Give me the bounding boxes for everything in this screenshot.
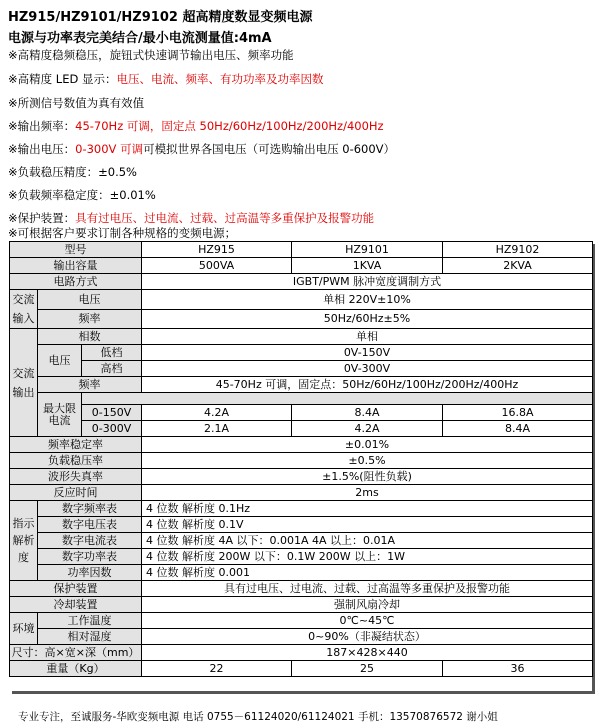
distortion-value: ±1.5%(阻性负载) bbox=[142, 469, 593, 485]
current-spacer bbox=[82, 393, 593, 405]
table-row bbox=[10, 629, 593, 645]
table-row bbox=[10, 613, 593, 629]
distortion-label: 波形失真率 bbox=[10, 469, 142, 485]
low-range-label: 低档 bbox=[82, 345, 142, 361]
feature-note: 可模拟世界各国电压（可选购输出电压 0-600V） bbox=[143, 142, 396, 156]
feature-knob-adjust: ※高精度稳频稳压，旋钮式快速调节输出电压、频率功能 bbox=[8, 48, 294, 62]
freq-stability-value: ±0.01% bbox=[142, 437, 593, 453]
table-row bbox=[10, 645, 593, 661]
table-row bbox=[10, 485, 593, 501]
phase-label: 相数 bbox=[38, 329, 142, 345]
weight-cell: 22 bbox=[142, 661, 292, 677]
table-row bbox=[10, 361, 593, 377]
table-row bbox=[10, 597, 593, 613]
freq-meter-value: 4 位数 解析度 0.1Hz bbox=[142, 501, 593, 517]
feature-label: ※高精度 LED 显示： bbox=[8, 72, 117, 86]
work-temp-value: 0℃~45℃ bbox=[142, 613, 593, 629]
protection-label: 保护装置 bbox=[10, 581, 142, 597]
feature-highlight: 电压、电流、频率、有功功率及功率因数 bbox=[116, 72, 324, 86]
feature-label: ※输出频率： bbox=[8, 119, 76, 133]
load-regulation-label: 负载稳压率 bbox=[10, 453, 142, 469]
size-label: 尺寸：高×宽×深（mm） bbox=[10, 645, 142, 661]
table-row bbox=[10, 274, 593, 290]
spec-table bbox=[9, 241, 593, 677]
phase-value: 单相 bbox=[142, 329, 593, 345]
table-row bbox=[10, 533, 593, 549]
table-row bbox=[10, 517, 593, 533]
input-voltage-label: 电压 bbox=[38, 290, 142, 310]
pf-label: 功率因数 bbox=[38, 565, 142, 581]
range-0-300-label: 0-300V bbox=[82, 421, 142, 437]
feature-highlight: 45-70Hz 可调，固定点 50Hz/60Hz/100Hz/200Hz/400Hz bbox=[75, 119, 384, 133]
current-cell: 8.4A bbox=[443, 421, 593, 437]
volt-meter-label: 数字电压表 bbox=[38, 517, 142, 533]
capacity-label: 输出容量 bbox=[10, 258, 142, 274]
load-regulation-value: ±0.5% bbox=[142, 453, 593, 469]
current-cell: 8.4A bbox=[292, 405, 443, 421]
table-row bbox=[10, 393, 593, 405]
current-cell: 2.1A bbox=[142, 421, 292, 437]
table-row bbox=[10, 565, 593, 581]
feature-customization: ※可根据客户要求订制各种规格的变频电源； bbox=[8, 226, 237, 240]
table-row bbox=[10, 258, 593, 274]
table-row bbox=[10, 661, 593, 677]
current-cell: 4.2A bbox=[292, 421, 443, 437]
table-shadow-bottom bbox=[12, 691, 595, 694]
freq-meter-label: 数字频率表 bbox=[38, 501, 142, 517]
capacity-cell: 500VA bbox=[142, 258, 292, 274]
weight-cell: 25 bbox=[292, 661, 443, 677]
output-frequency-label: 频率 bbox=[38, 377, 142, 393]
weight-label: 重量（Kg） bbox=[10, 661, 142, 677]
table-row bbox=[10, 549, 593, 565]
input-frequency-value: 50Hz/60Hz±5% bbox=[142, 309, 593, 329]
feature-label: ※保护装置： bbox=[8, 211, 76, 225]
table-row bbox=[10, 437, 593, 453]
circuit-label: 电路方式 bbox=[10, 274, 142, 290]
max-current-label: 最大限电流 bbox=[38, 393, 82, 437]
page-title: HZ915/HZ9101/HZ9102 超高精度数显变频电源 bbox=[8, 10, 313, 25]
env-label: 环境 bbox=[10, 613, 38, 645]
table-row bbox=[10, 421, 593, 437]
current-cell: 16.8A bbox=[443, 405, 593, 421]
output-frequency-value: 45-70Hz 可调，固定点：50Hz/60Hz/100Hz/200Hz/400Hz bbox=[142, 377, 593, 393]
table-row bbox=[10, 329, 593, 345]
output-voltage-label: 电压 bbox=[38, 345, 82, 377]
weight-cell: 36 bbox=[443, 661, 593, 677]
ac-input-label: 交流输入 bbox=[10, 290, 38, 329]
feature-protection bbox=[8, 211, 374, 225]
ac-output-label: 交流输出 bbox=[10, 329, 38, 437]
table-row bbox=[10, 290, 593, 310]
size-value: 187×428×440 bbox=[142, 645, 593, 661]
feature-highlight: 具有过电压、过电流、过载、过高温等多重保护及报警功能 bbox=[75, 211, 375, 225]
table-row bbox=[10, 405, 593, 421]
feature-label: ※输出电压： bbox=[8, 142, 76, 156]
humidity-value: 0~90%（非凝结状态） bbox=[142, 629, 593, 645]
freq-stability-label: 频率稳定率 bbox=[10, 437, 142, 453]
input-voltage-value: 单相 220V±10% bbox=[142, 290, 593, 310]
pf-value: 4 位数 解析度 0.001 bbox=[142, 565, 593, 581]
feature-frequency-stability: ※负载频率稳定度：±0.01% bbox=[8, 188, 156, 202]
feature-led-display bbox=[8, 72, 323, 86]
page-subtitle: 电源与功率表完美结合/最小电流测量值:4mA bbox=[8, 31, 272, 46]
current-meter-value: 4 位数 解析度 4A 以下：0.001A 4A 以上：0.01A bbox=[142, 533, 593, 549]
protection-value: 具有过电压、过电流、过载、过高温等多重保护及报警功能 bbox=[142, 581, 593, 597]
table-row bbox=[10, 377, 593, 393]
humidity-label: 相对湿度 bbox=[38, 629, 142, 645]
circuit-value: IGBT/PWM 脉冲宽度调制方式 bbox=[142, 274, 593, 290]
feature-highlight: 0-300V 可调 bbox=[75, 142, 144, 156]
work-temp-label: 工作温度 bbox=[38, 613, 142, 629]
input-frequency-label: 频率 bbox=[38, 309, 142, 329]
feature-true-rms: ※所测信号数值为真有效值 bbox=[8, 96, 145, 110]
cooling-label: 冷却装置 bbox=[10, 597, 142, 613]
cooling-value: 强制风扇冷却 bbox=[142, 597, 593, 613]
capacity-cell: 2KVA bbox=[443, 258, 593, 274]
table-row bbox=[10, 309, 593, 329]
high-range-value: 0V-300V bbox=[142, 361, 593, 377]
current-cell: 4.2A bbox=[142, 405, 292, 421]
capacity-cell: 1KVA bbox=[292, 258, 443, 274]
feature-load-regulation: ※负载稳压精度：±0.5% bbox=[8, 165, 137, 179]
table-row bbox=[10, 581, 593, 597]
model-cell: HZ915 bbox=[142, 242, 292, 258]
range-0-150-label: 0-150V bbox=[82, 405, 142, 421]
power-meter-label: 数字功率表 bbox=[38, 549, 142, 565]
table-row bbox=[10, 453, 593, 469]
table-row bbox=[10, 469, 593, 485]
current-meter-label: 数字电流表 bbox=[38, 533, 142, 549]
indicator-label: 指示解析度 bbox=[10, 501, 38, 581]
low-range-value: 0V-150V bbox=[142, 345, 593, 361]
table-row bbox=[10, 242, 593, 258]
response-label: 反应时间 bbox=[10, 485, 142, 501]
volt-meter-value: 4 位数 解析度 0.1V bbox=[142, 517, 593, 533]
contact-footer: 专业专注，至诚服务-华欧变频电源 电话 0755－61124020/61124021 手机：13570876572 谢小姐 bbox=[18, 711, 498, 723]
table-row bbox=[10, 345, 593, 361]
model-cell: HZ9102 bbox=[443, 242, 593, 258]
response-value: 2ms bbox=[142, 485, 593, 501]
feature-output-voltage bbox=[8, 142, 395, 156]
model-cell: HZ9101 bbox=[292, 242, 443, 258]
table-row bbox=[10, 501, 593, 517]
high-range-label: 高档 bbox=[82, 361, 142, 377]
feature-output-frequency bbox=[8, 119, 384, 133]
power-meter-value: 4 位数 解析度 200W 以下：0.1W 200W 以上：1W bbox=[142, 549, 593, 565]
model-label: 型号 bbox=[10, 242, 142, 258]
